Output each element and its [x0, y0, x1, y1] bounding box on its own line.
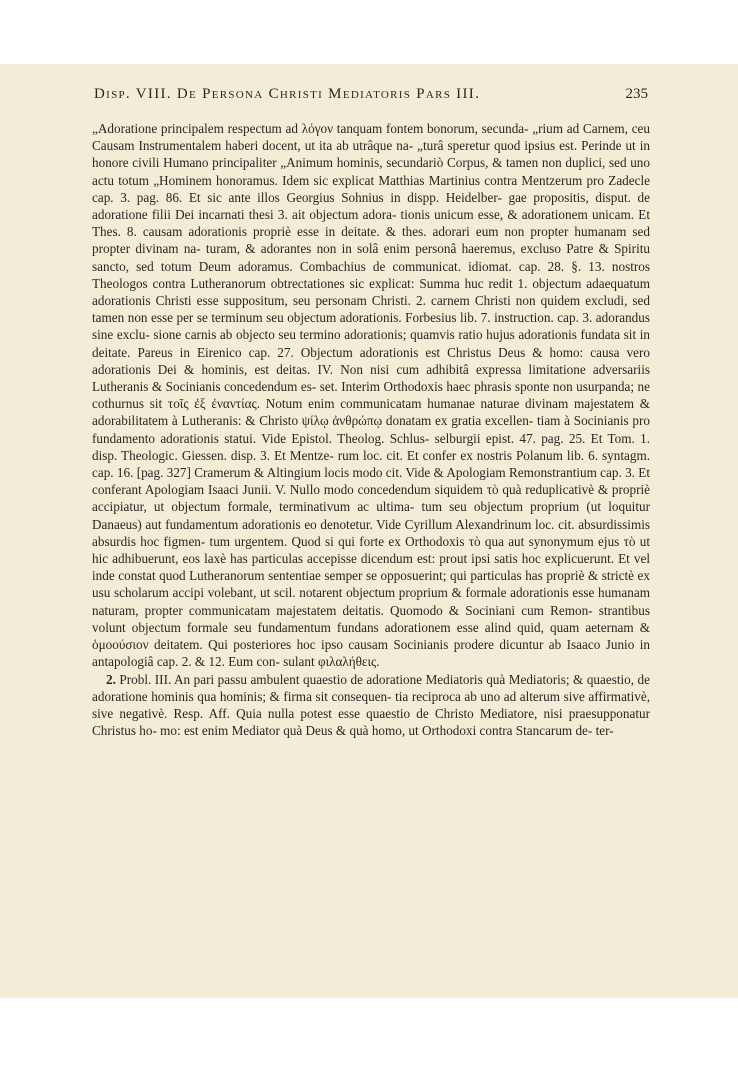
- page-number: 235: [625, 86, 648, 102]
- running-head: Disp. VIII. De Persona Christi Mediatoris Pars III.: [94, 86, 481, 102]
- section-number: 2.: [106, 671, 116, 687]
- body-text: [92, 120, 650, 739]
- paragraph-1: „Adoratione principalem respectum ad λόγον tanquam fontem bonorum, secunda- „rium ad Carnem, ceu Causam Instrumentalem haberi docent, ut ita ab utrâque na- „turâ speretur quod ipsius est. Perinde ut in honore civili Humano principaliter „Animum hominis, secundariò Corpus, & tamen non duplici, sed uno actu totum „Hominem honoramus. Idem sic explicat Matthias Martinius contra Mentzerum pro Zadecle cap. 3. pag. 86. Et sic ante illos Georgius Sohnius in dispp. Heidelber- gae propositis, disput. de adoratione filii Dei incarnati thesi 3. ait objectum adora- tionis unicum esse, & adorationem unicam. Et Thes. 8. causam adorationis propriè esse in deitate. & thes. adorari eum non propter humanam sed propter divinam na- turam, & adorantes non in solâ enim personâ haeremus, excluso Patre & Spiritu sancto, sed totum Deum adoramus. Combachius de communicat. idiomat. cap. 28. §. 13. nostros Theologos contra Lutheranorum obtrectationes sic explicat: Summa huc redit 1. objectum adaequatum adorationis Christi esse suppositum, seu personam Christi. 2. carnem Christi non quidem excludi, sed tamen non esse per se terminum seu objectum adorationis. Forbesius lib. 7. instruction. cap. 3. adorandus sine exclu- sione carnis ab objecto seu termino adorationis; quamvis ratio hujus adorationis fundata sit in deitate. Pareus in Eirenico cap. 27. Objectum adorationis est Christus Deus & homo: causa vero adorationis Dei & hominis, est deitas. IV. Non nisi cum adhibitâ expressa limitatione adversariis Lutheranis & Socinianis concedendum es- set. Interim Orthodoxis haec phrasis sponte non usurpanda; ne cothurnus sit τοῖς ἐξ ἐναντίας. Notum enim communicatam humanae naturae divinam majestatem & adorabilitatem à Lutheranis: & Christo ψίλῳ ἀνθρώπῳ donatam ex gratia excellen- tiam à Socinianis pro fundamento adorationis statui. Vide Epistol. Theolog. Schlus- selburgii epist. 47. pag. 25. Et Tom. 1. disp. Theologic. Giessen. disp. 3. Et Mentze- rum loc. cit. Et confer ex nostris Polanum lib. 6. syntagm. cap. 16. [pag. 327] Cramerum & Altingium locis modo cit. Vide & Apologiam Remonstrantium cap. 3. Et conferant Apologiam Isaaci Junii. V. Nullo modo concedendum siquidem τὸ quà reduplicativè & propriè accipiatur, ut objectum formale, terminativum ac ultima- tum seu objectum proprium (ut loquitur Danaeus) aut fundamentum adorationis eo denotetur. Vide Cyrillum Alexandrinum loc. cit. absurdissimis absurdis hoc figmen- tum urgentem. Quod si qui forte ex Orthodoxis τὸ qua aut synonymum ejus τὸ ut hic adhibuerunt, eos laxè has particulas accepisse dicendum est: prout ipsi satis hoc explicuerunt. Et vel inde constat quod Lutheranorum sententiae semper se opposuerint; qui particulas has propriè & strictè ex usu scholarum accipi volebant, ut scil. notarent objectum proprium & formale adorationis esse humanam naturam, propter communicatam majestatem deitatis. Quomodo & Sociniani cum Remon- strantibus volunt objectum formale seu fundamentum fundans adorationem esse alind quid, quam aeternam & ὁμοούσιον deitatem. Qui posteriores hoc ipso causam Socinianis prodere dicuntur ab Isaaco Junio in antapologiâ cap. 2. & 12. Eum con- sulant φιλαλήθεις.: [92, 121, 650, 670]
- page-header: [94, 86, 648, 108]
- paragraph-2-text: Probl. III. An pari passu ambulent quaestio de adoratione Mediatoris quà Mediatoris; & quaestio, de adoratione hominis qua hominis; & firma sit consequen- tia reciproca ab uno ad alterum sive affirmativè, sive negativè. Resp. Aff. Quia nulla potest esse quaestio de Christo Mediatore, nisi praesupponatur Christus ho- mo: est enim Mediator quà Deus & quà homo, ut Orthodoxi contra Stancarum de- ter-: [92, 671, 651, 739]
- book-page: [0, 64, 738, 998]
- paragraph-2: [92, 671, 650, 740]
